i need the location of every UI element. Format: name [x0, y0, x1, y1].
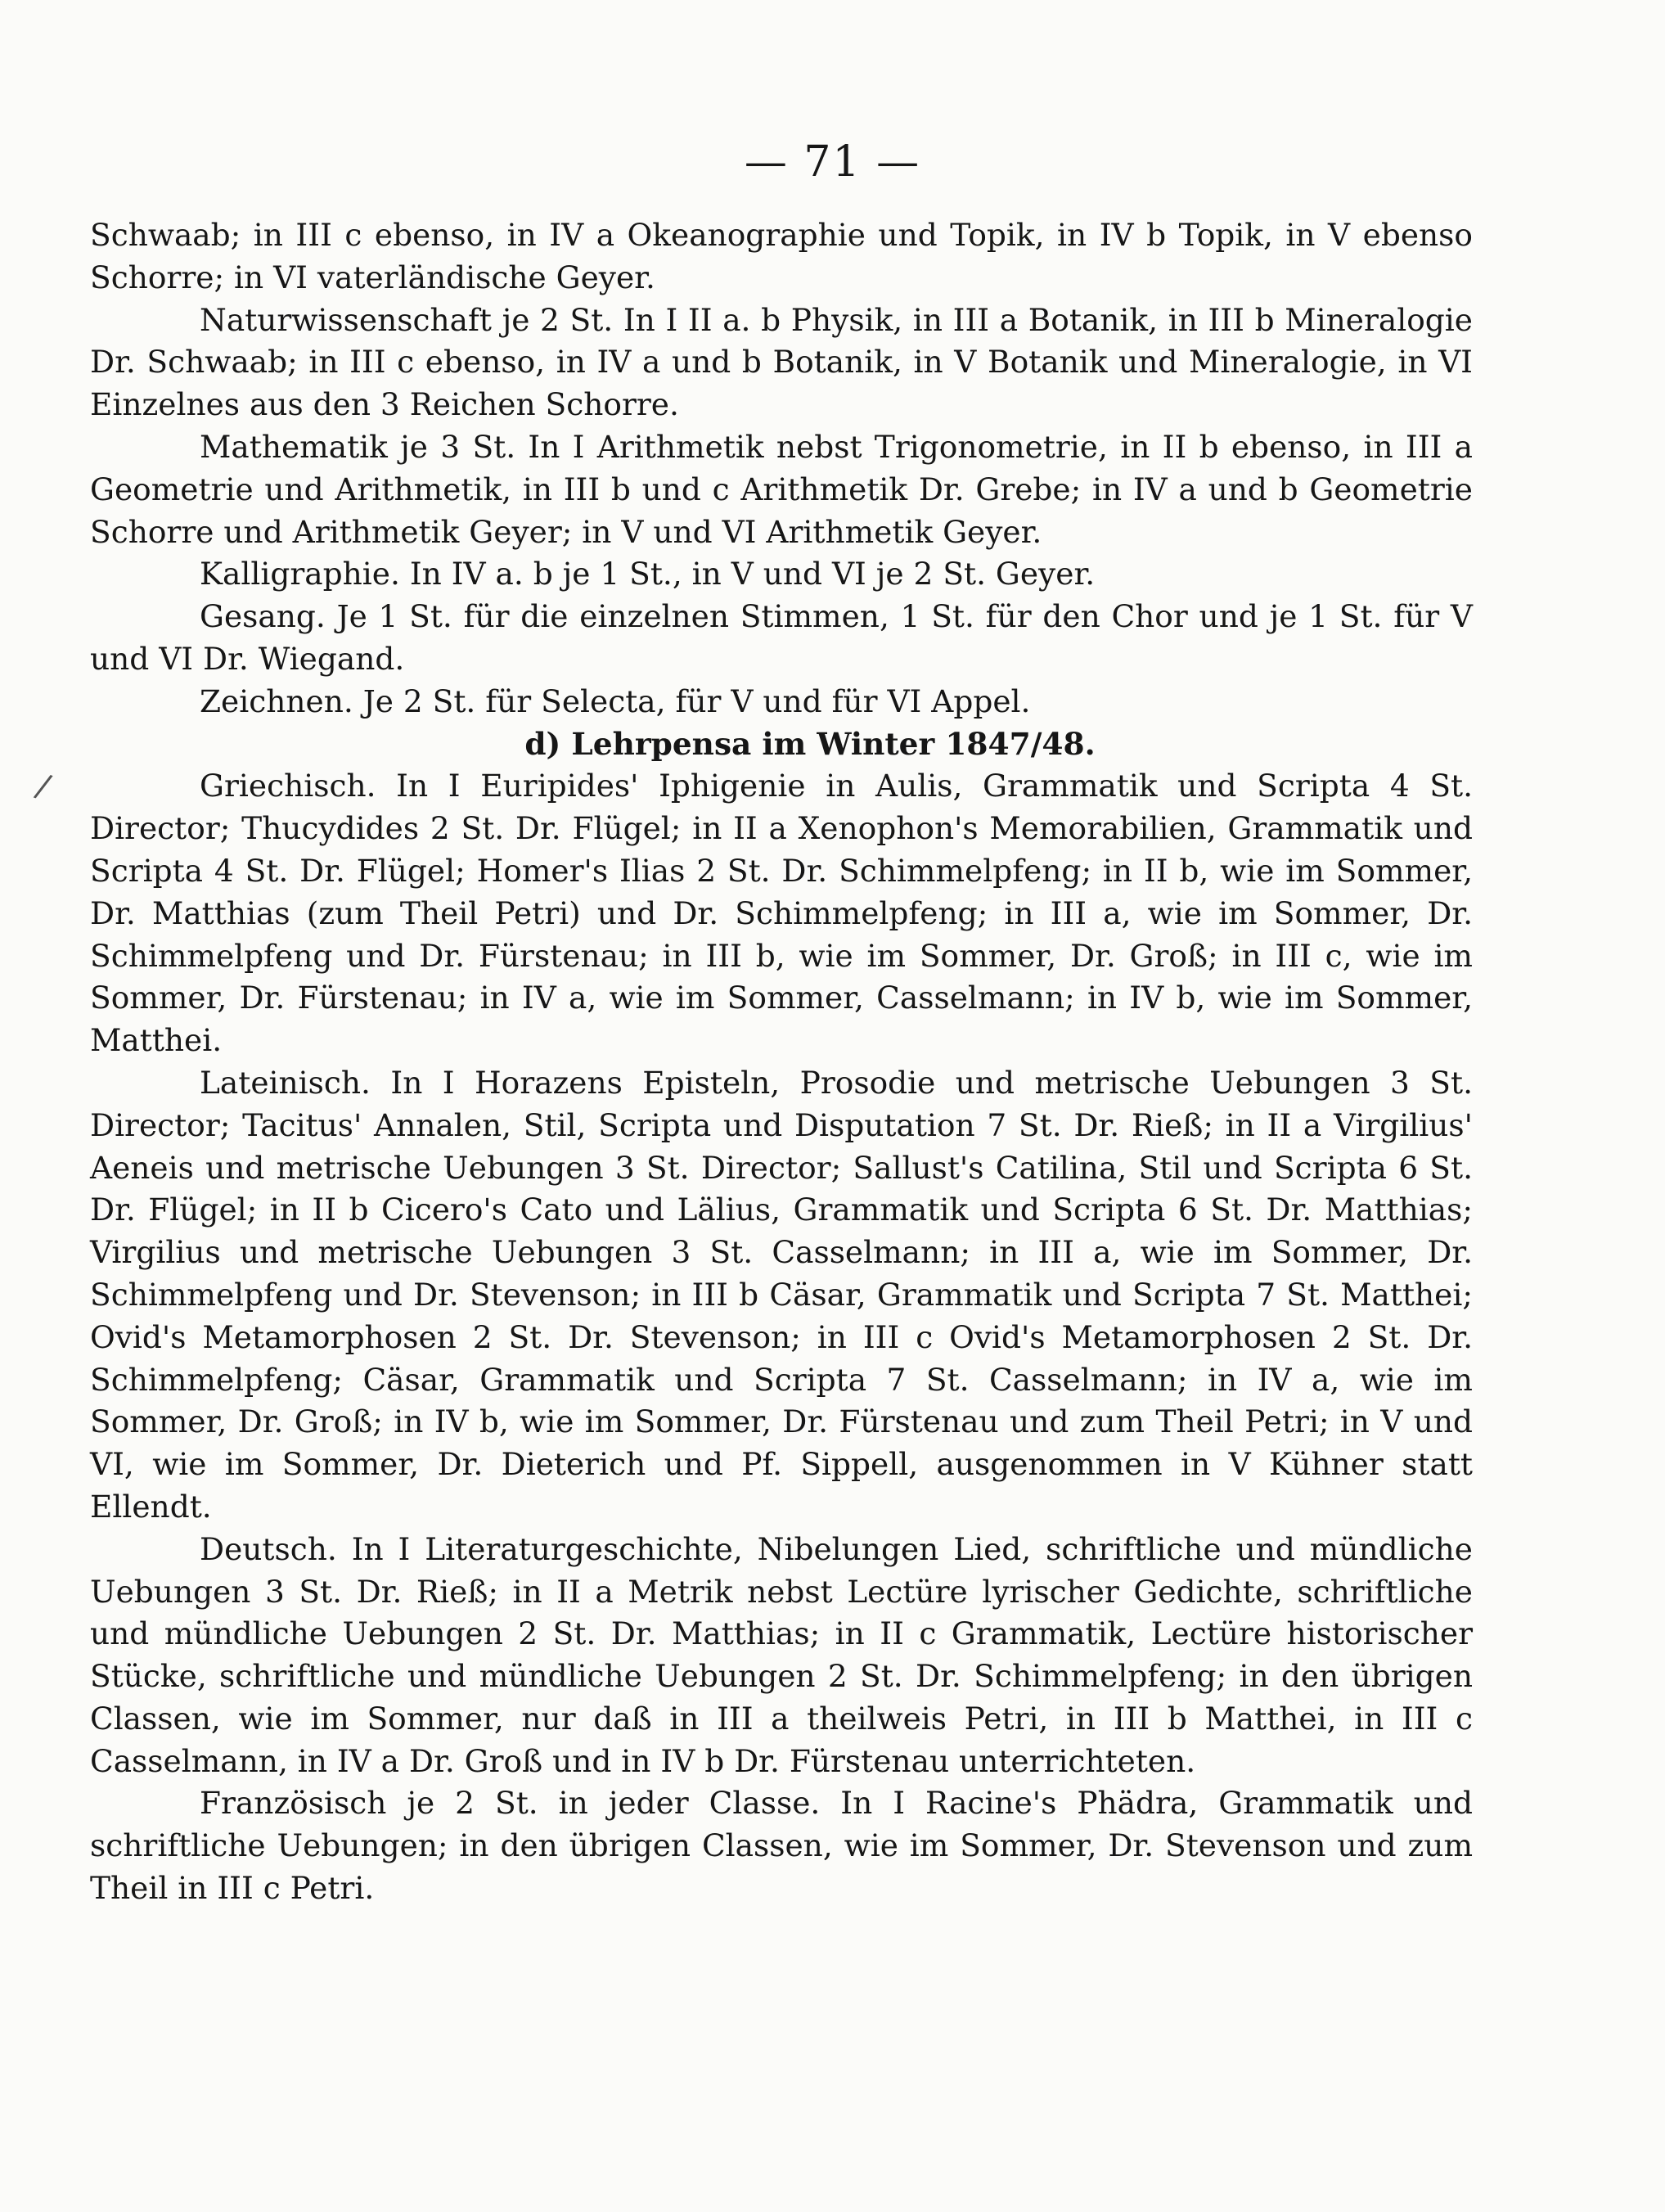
paragraph-mathematik: Mathematik je 3 St. In I Arithmetik nebst Trigonometrie, in II b ebenso, in III a Geometrie und Arithmetik, in III b und c Arithmetik Dr. Grebe; in IV a und b Geometrie Schorre und Arithmetik Geyer; in V und VI Arithmetik Geyer. — [90, 428, 1473, 550]
section-heading: d) Lehrpensa im Winter 1847/48. — [524, 725, 1096, 762]
paragraph-gesang: Gesang. Je 1 St. für die einzelnen Stimmen, 1 St. für den Chor und je 1 St. für V und VI Dr. Wiegand. — [90, 598, 1473, 677]
paragraph-geography-cont: Schwaab; in III c ebenso, in IV a Okeanographie und Topik, in IV b Topik, in V ebenso Schorre; in VI vaterländische Geyer. — [90, 217, 1473, 295]
margin-mark: / — [31, 767, 55, 806]
paragraph-griechisch: Griechisch. In I Euripides' Iphigenie in Aulis, Grammatik und Scripta 4 St. Director; Thucydides 2 St. Dr. Flügel; in II a Xenophon's Memorabilien, Grammatik und Scripta 4 St. Dr. Flügel; Homer's Ilias 2 St. Dr. Schimmelpfeng; in II b, wie im Sommer, Dr. Matthias (zum Theil Petri) und Dr. Schimmelpfeng; in III a, wie im Sommer, Dr. Schimmelpfeng und Dr. Fürstenau; in III b, wie im Sommer, Dr. Groß; in III c, wie im Sommer, Dr. Fürstenau; in IV a, wie im Sommer, Casselmann; in IV b, wie im Sommer, Matthei. — [90, 768, 1473, 1059]
body-text — [90, 214, 1473, 1910]
paragraph-zeichnen: Zeichnen. Je 2 St. für Selecta, für V und für VI Appel. — [200, 683, 1031, 719]
page-number: — 71 — — [744, 137, 921, 187]
paragraph-naturwissenschaft: Naturwissenschaft je 2 St. In I II a. b Physik, in III a Botanik, in III b Mineralogie Dr. Schwaab; in III c ebenso, in IV a und b Botanik, in V Botanik und Mineralogie, in VI Einzelnes aus den 3 Reichen Schorre. — [90, 301, 1473, 423]
paragraph-kalligraphie: Kalligraphie. In IV a. b je 1 St., in V und VI je 2 St. Geyer. — [200, 556, 1096, 592]
paragraph-lateinisch: Lateinisch. In I Horazens Episteln, Prosodie und metrische Uebungen 3 St. Director; Tacitus' Annalen, Stil, Scripta und Disputation 7 St. Dr. Rieß; in II a Virgilius' Aeneis und metrische Uebungen 3 St. Director; Sallust's Catilina, Stil und Scripta 6 St. Dr. Flügel; in II b Cicero's Cato und Lälius, Grammatik und Scripta 6 St. Dr. Matthias; Virgilius und metrische Uebungen 3 St. Casselmann; in III a, wie im Sommer, Dr. Schimmelpfeng und Dr. Stevenson; in III b Cäsar, Grammatik und Scripta 7 St. Matthei; Ovid's Metamorphosen 2 St. Dr. Stevenson; in III c Ovid's Metamorphosen 2 St. Dr. Schimmelpfeng; Cäsar, Grammatik und Scripta 7 St. Casselmann; in IV a, wie im Sommer, Dr. Groß; in IV b, wie im Sommer, Dr. Fürstenau und zum Theil Petri; in V und VI, wie im Sommer, Dr. Dieterich und Pf. Sippell, ausgenommen in V Kühner statt Ellendt. — [90, 1064, 1473, 1525]
paragraph-deutsch: Deutsch. In I Literaturgeschichte, Nibelungen Lied, schriftliche und mündliche Uebungen 3 St. Dr. Rieß; in II a Metrik nebst Lectüre lyrischer Gedichte, schriftliche und mündliche Uebungen 2 St. Dr. Matthias; in II c Grammatik, Lectüre historischer Stücke, schriftliche und mündliche Uebungen 2 St. Dr. Schimmelpfeng; in den übrigen Classen, wie im Sommer, nur daß in III a theilweis Petri, in III b Matthei, in III c Casselmann, in IV a Dr. Groß und in IV b Dr. Fürstenau unterrichteten. — [90, 1530, 1473, 1779]
paragraph-franzoesisch: Französisch je 2 St. in jeder Classe. In I Racine's Phädra, Grammatik und schriftliche Uebungen; in den übrigen Classen, wie im Sommer, Dr. Stevenson und zum Theil in III c Petri. — [90, 1785, 1473, 1907]
